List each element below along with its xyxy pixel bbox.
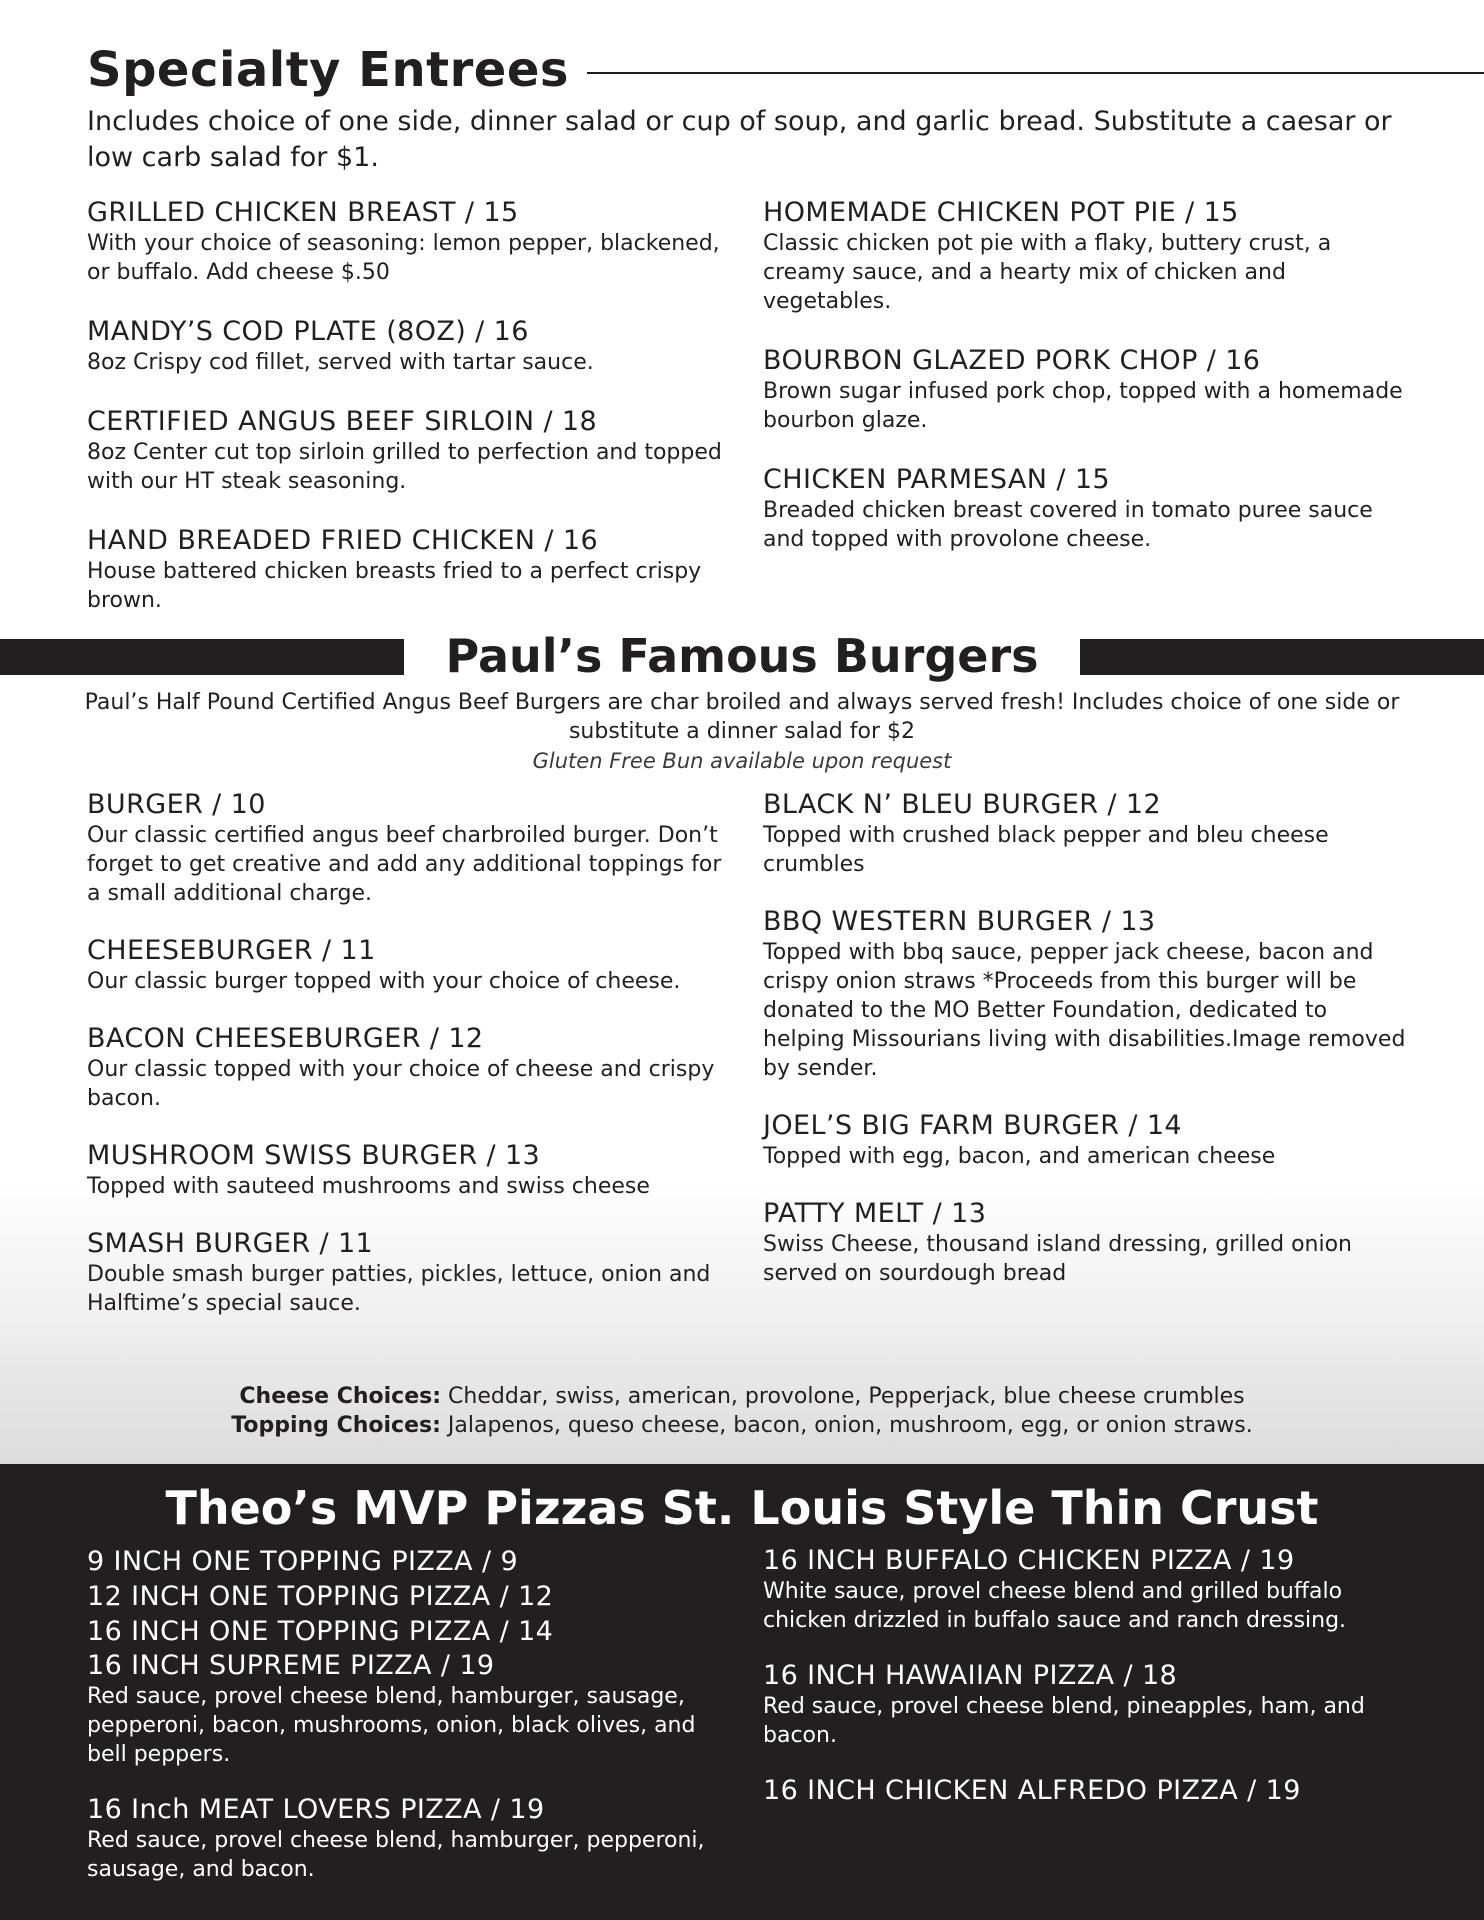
item-description: With your choice of seasoning: lemon pepper, blackened, or buffalo. Add cheese $.50 [87,231,720,285]
entrees-left-column [87,196,727,645]
pizzas-section [0,1464,1484,1920]
item-description: Classic chicken pot pie with a flaky, buttery crust, a creamy sauce, and a hearty mix of chicken and vegetables. [763,231,1332,314]
menu-item [87,1022,737,1113]
menu-item [763,1544,1413,1635]
item-name: BBQ WESTERN BURGER / 13 [763,906,1156,937]
topping-choices-text: Jalapenos, queso cheese, bacon, onion, mushroom, egg, or onion straws. [447,1413,1253,1438]
title-bar-left [0,639,404,675]
item-name: CHICKEN PARMESAN / 15 [763,464,1110,495]
item-name: 16 INCH SUPREME PIZZA / 19 [87,1650,495,1681]
menu-item [87,1227,737,1318]
topping-choices [80,1411,1404,1440]
item-name: HOMEMADE CHICKEN POT PIE / 15 [763,197,1239,228]
item-description: Red sauce, provel cheese blend, pineapples, ham, and bacon. [763,1694,1365,1748]
entrees-title: Specialty Entrees [87,42,569,98]
burger-choices [80,1382,1404,1440]
cheese-choices-text: Cheddar, swiss, american, provolone, Pepperjack, blue cheese crumbles [448,1384,1245,1409]
item-description: Our classic topped with your choice of cheese and crispy bacon. [87,1057,715,1111]
specialty-entrees-section [0,0,1484,630]
menu-item [763,344,1403,435]
burgers-right-column [763,788,1413,1318]
item-name: BLACK N’ BLEU BURGER / 12 [763,789,1162,820]
item-name: 16 INCH CHICKEN ALFREDO PIZZA / 19 [763,1775,1301,1806]
item-description: Brown sugar infused pork chop, topped with a homemade bourbon glaze. [763,379,1403,433]
menu-item [87,196,727,287]
title-divider [587,72,1484,74]
entrees-title-row [87,40,1484,100]
item-name: PATTY MELT / 13 [763,1198,987,1229]
item-name: GRILLED CHICKEN BREAST / 15 [87,197,519,228]
menu-item [87,788,737,908]
pizza-item-name: 16 INCH ONE TOPPING PIZZA / 14 [87,1616,554,1647]
cheese-choices-label: Cheese Choices: [239,1384,442,1409]
item-description: Topped with bbq sauce, pepper jack cheese, bacon and crispy onion straws *Proceeds from this burger will be donated to the MO Better Foundation, dedicated to helping Missourians living with disabilities.Image removed by sender. [763,940,1406,1081]
menu-item [87,1649,737,1769]
item-description: White sauce, provel cheese blend and grilled buffalo chicken drizzled in buffalo sauce and ranch dressing. [763,1579,1347,1633]
item-name: BOURBON GLAZED PORK CHOP / 16 [763,345,1261,376]
menu-item [87,1139,737,1201]
item-name: JOEL’S BIG FARM BURGER / 14 [763,1110,1182,1141]
item-description: Topped with sauteed mushrooms and swiss cheese [87,1174,650,1199]
item-name: HAND BREADED FRIED CHICKEN / 16 [87,525,599,556]
item-description: 8oz Center cut top sirloin grilled to perfection and topped with our HT steak seasoning. [87,440,722,494]
menu-item [763,196,1403,316]
item-name: 16 INCH HAWAIIAN PIZZA / 18 [763,1660,1178,1691]
item-name: CERTIFIED ANGUS BEEF SIRLOIN / 18 [87,406,598,437]
entrees-intro: Includes choice of one side, dinner salad or cup of soup, and garlic bread. Substitute a caesar or low carb salad for $1. [87,106,1392,173]
cheese-choices [80,1382,1404,1411]
item-description: Red sauce, provel cheese blend, hamburger, sausage, pepperoni, bacon, mushrooms, onion, black olives, and bell peppers. [87,1684,696,1767]
menu-item [763,1659,1413,1750]
menu-item [763,788,1413,879]
item-description: Our classic burger topped with your choice of cheese. [87,969,681,994]
pizzas-title: Theo’s MVP Pizzas St. Louis Style Thin Crust [165,1481,1319,1535]
item-description: Our classic certified angus beef charbroiled burger. Don’t forget to get creative and add any additional toppings for a small additional charge. [87,823,722,906]
item-name: MANDY’S COD PLATE (8OZ) / 16 [87,316,529,347]
pizza-item-name: 9 INCH ONE TOPPING PIZZA / 9 [87,1546,519,1577]
topping-choices-label: Topping Choices: [231,1413,441,1438]
menu-item [87,1793,737,1884]
title-bar-right [1080,639,1484,675]
item-description: Red sauce, provel cheese blend, hamburger, pepperoni, sausage, and bacon. [87,1828,705,1882]
item-description: Double smash burger patties, pickles, lettuce, onion and Halftime’s special sauce. [87,1262,711,1316]
item-description: 8oz Crispy cod fillet, served with tartar sauce. [87,350,594,375]
menu-item [87,524,727,615]
item-description: Swiss Cheese, thousand island dressing, grilled onion served on sourdough bread [763,1232,1352,1286]
menu-item [87,405,727,496]
item-description: Topped with egg, bacon, and american cheese [763,1144,1276,1169]
menu-item [763,1109,1413,1171]
item-name: MUSHROOM SWISS BURGER / 13 [87,1140,541,1171]
item-name: BACON CHEESEBURGER / 12 [87,1023,484,1054]
entrees-right-column [763,196,1403,584]
item-name: BURGER / 10 [87,789,266,820]
menu-item [763,1774,1413,1807]
gluten-free-note: Gluten Free Bun available upon request [532,749,952,773]
menu-item [87,934,737,996]
burgers-title: Paul’s Famous Burgers [445,629,1039,683]
menu-item [763,1197,1413,1288]
item-description: Topped with crushed black pepper and bleu cheese crumbles [763,823,1329,877]
item-description: House battered chicken breasts fried to a perfect crispy brown. [87,559,702,613]
pizzas-right-column [763,1544,1413,1837]
menu-item [87,315,727,377]
item-name: CHEESEBURGER / 11 [87,935,376,966]
pizza-item-name: 12 INCH ONE TOPPING PIZZA / 12 [87,1581,554,1612]
item-description: Breaded chicken breast covered in tomato puree sauce and topped with provolone cheese. [763,498,1373,552]
pizzas-left-column [87,1544,737,1914]
menu-item [763,463,1403,554]
item-name: 16 INCH BUFFALO CHICKEN PIZZA / 19 [763,1545,1295,1576]
menu-item [763,905,1413,1083]
burgers-intro: Paul’s Half Pound Certified Angus Beef Burgers are char broiled and always served fresh! Includes choice of one side or substitute a dinner salad for $2 [84,690,1400,744]
item-name: 16 Inch MEAT LOVERS PIZZA / 19 [87,1794,545,1825]
item-name: SMASH BURGER / 11 [87,1228,374,1259]
burgers-left-column [87,788,737,1348]
